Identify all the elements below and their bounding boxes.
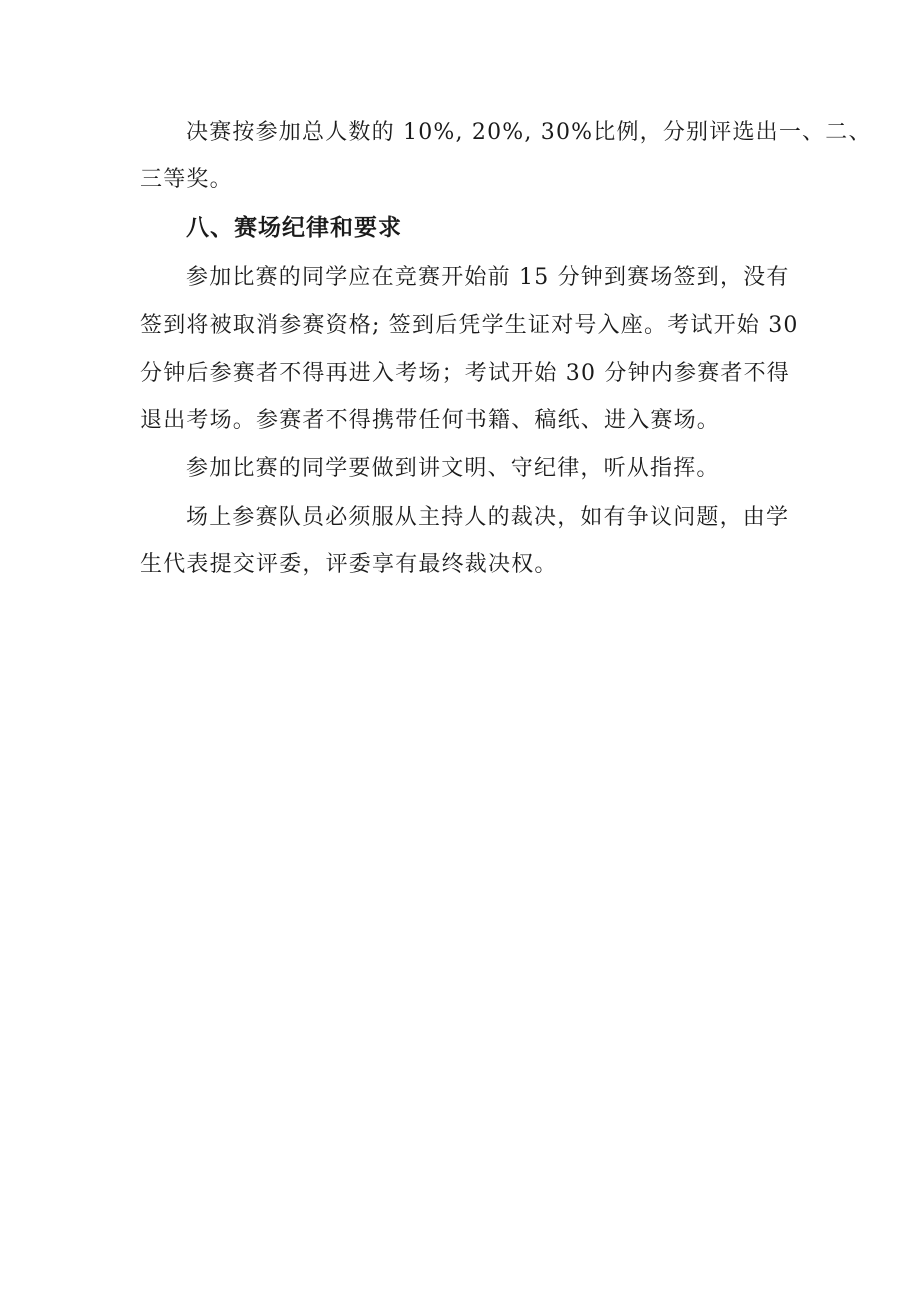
paragraph-signin-line-4: 退出考场。参赛者不得携带任何书籍、稿纸、进入赛场。 — [140, 408, 721, 433]
section-heading-discipline: 八、赛场纪律和要求 — [186, 215, 402, 241]
paragraph-signin-line-2: 签到将被取消参赛资格; 签到后凭学生证对号入座。考试开始 30 — [140, 313, 799, 338]
paragraph-signin-line-1: 参加比赛的同学应在竞赛开始前 15 分钟到赛场签到，没有 — [186, 265, 790, 290]
paragraph-award-ratio-line-1: 决赛按参加总人数的 10%, 20%, 30%比例，分别评选出一、二、 — [186, 120, 872, 145]
paragraph-ruling-line-2: 生代表提交评委，评委享有最终裁决权。 — [140, 552, 558, 577]
paragraph-ruling-line-1: 场上参赛队员必须服从主持人的裁决，如有争议问题，由学 — [186, 505, 790, 530]
paragraph-civility-line-1: 参加比赛的同学要做到讲文明、守纪律，听从指挥。 — [186, 456, 720, 481]
paragraph-signin-line-3: 分钟后参赛者不得再进入考场；考试开始 30 分钟内参赛者不得 — [140, 361, 790, 386]
paragraph-award-ratio-line-2: 三等奖。 — [140, 167, 233, 192]
